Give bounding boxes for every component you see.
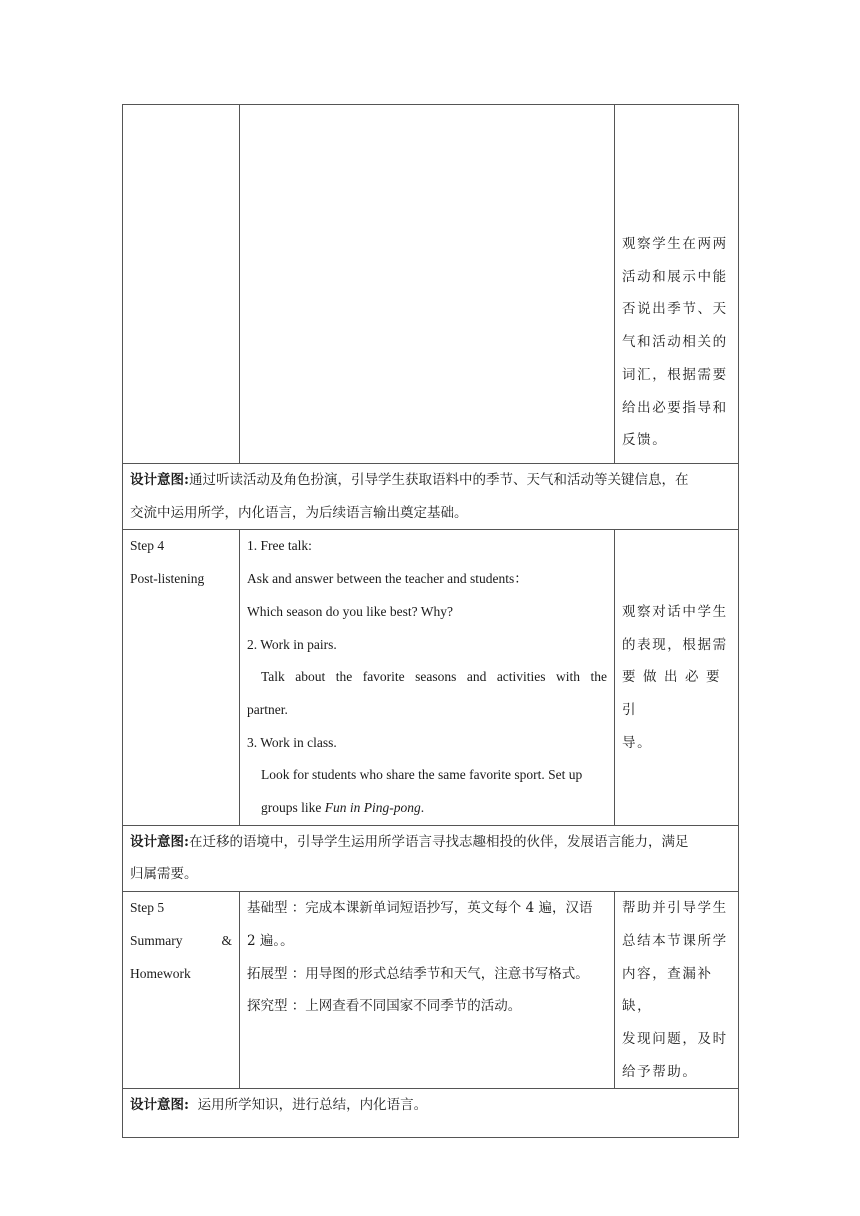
- continued-step-row: [123, 105, 739, 464]
- step5-title: Step 5: [130, 900, 165, 916]
- design-intent-row-2: [123, 825, 739, 891]
- step5-row: [123, 892, 739, 1089]
- step5-activity-cell: 基础型 ：完成本课新单词短语抄写，英文每个 4 遍，汉语 2 遍。。 拓展型 ：用导图的形式总结季节和天气，注意书写格式。 探究型 ：上网查看不同国家不同季节的活动。: [240, 892, 615, 1089]
- step-cell-empty: [123, 105, 240, 464]
- step4-subtitle: Post-listening: [130, 571, 205, 587]
- step5-label-cell: Step 5 Summary & Homework: [123, 892, 240, 1089]
- step4-last-line: groups like Fun in Ping-pong.: [261, 800, 425, 816]
- design-intent-row-3: [123, 1089, 739, 1138]
- activity-cell-empty: [240, 105, 615, 464]
- step4-activity-cell: 1. Free talk: Ask and answer between the teacher and students： Which season do you like best? Why? 2. Work in pairs. Talk about the favorite seasons and activities with the partner. 3. Work in class. Look for students who share the same favorite sport. Set up groups like Fun in Ping-pong.: [240, 530, 615, 825]
- lesson-plan-table: [122, 104, 739, 1138]
- step4-label-cell: [123, 530, 240, 825]
- assessment-note-2: 观察对话中学生 的表现，根据需 要 做 出 必 要 引 导。: [615, 530, 739, 825]
- design-intent-row-1: [123, 464, 739, 530]
- step4-row: [123, 530, 739, 825]
- design-intent-1: 设计意图:通过听读活动及角色扮演，引导学生获取语料中的季节、天气和活动等关键信息，在 交流中运用所学，内化语言，为后续语言输出奠定基础。: [123, 464, 739, 530]
- design-intent-3: 设计意图: 运用所学知识，进行总结，内化语言。: [123, 1089, 739, 1138]
- design-intent-2: 设计意图:在迁移的语境中，引导学生运用所学语言寻找志趣相投的伙伴，发展语言能力，满足 归属需要。: [123, 825, 739, 891]
- assessment-note-3: 帮助并引导学生 总结本节课所学 内容，查漏补缺， 发现问题，及时 给予帮助。: [615, 892, 739, 1089]
- assessment-note-1: 观察学生在两两 活动和展示中能 否说出季节、天 气和活动相关的 词汇，根据需要 给出必要指导和 反馈。: [615, 105, 739, 464]
- step4-title: Step 4: [130, 538, 165, 554]
